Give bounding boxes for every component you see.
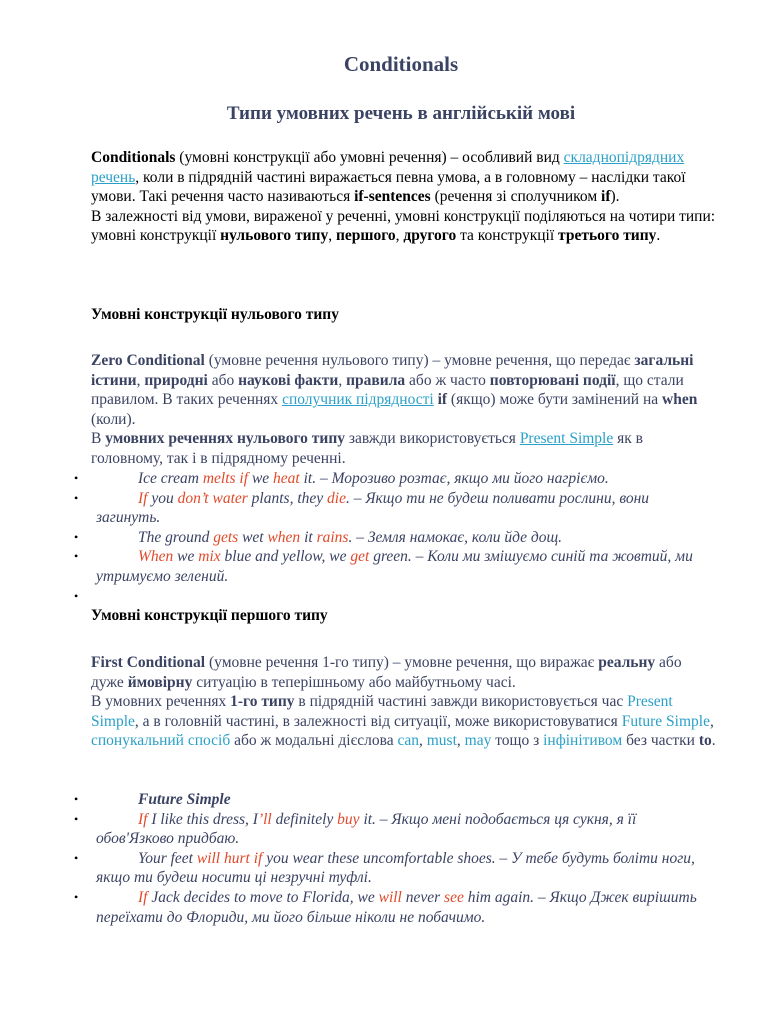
list-item: • Ice cream melts if we heat it. – Морозиво розтає, якщо ми його нагріємо.: [74, 470, 609, 487]
bullet-icon: •: [74, 549, 79, 564]
bullet-icon: •: [74, 588, 79, 603]
term-conditionals: Conditionals: [91, 149, 176, 166]
intro-paragraph: Conditionals (умовні конструкції або умовні речення) – особливий вид складнопідрядних речень, коли в підрядній частині виражається певна умова, а в головному – наслідки такої умови. Такі речення часто називаються if-sentences (речення зі сполучником if). В залежності від умови, вираженої у реченні, умовні конструкції поділяються на чотири типи: умовні конструкції нульового типу, першого, другого та конструкції третього типу.: [91, 149, 716, 245]
bullet-icon: •: [74, 850, 79, 865]
list-item: • If I like this dress, I’ll definitely buy it. – Якщо мені подобається ця сукня, я її обов'Язково придбаю.: [74, 810, 637, 848]
bullet-icon: •: [74, 490, 79, 505]
link-complex-sentences[interactable]: складнопідрядних речень: [91, 149, 685, 186]
zero-examples-list: [74, 469, 716, 606]
list-item: • If you don’t water plants, they die. – Якщо ти не будеш поливати рослини, вони загинуть.: [74, 489, 650, 527]
bullet-icon: •: [74, 529, 79, 544]
list-item-empty: [74, 587, 716, 607]
link-present-simple[interactable]: Present Simple: [519, 430, 614, 448]
list-item: • Future Simple: [74, 791, 231, 808]
bullet-icon: •: [74, 792, 79, 806]
section-heading-first: Умовні конструкції першого типу: [91, 607, 328, 624]
bullet-icon: •: [74, 889, 79, 904]
bullet-icon: •: [74, 471, 79, 485]
first-paragraph: First Conditional (умовне речення 1-го типу) – умовне речення, що виражає реальну або дуже ймовірну ситуацію в теперішньому або майбутньому часі. В умовних реченнях 1-го типу в підрядній частині завжди використовується час Present Simple, а в головній частині, в залежності від ситуації, може використовуватися Future Simple, спонукальний спосіб або ж модальні дієслова can, must, may тощо з інфінітивом без частки to.: [91, 654, 716, 750]
first-examples-list: [74, 790, 716, 927]
bullet-icon: •: [74, 811, 79, 826]
list-item: • The ground gets wet when it rains. – Земля намокає, коли йде дощ.: [74, 528, 563, 546]
link-subordinating-conjunction[interactable]: сполучник підрядності: [282, 391, 434, 409]
zero-paragraph: Zero Conditional (умовне речення нульового типу) – умовне речення, що передає загальні істини, природні або наукові факти, правила або ж часто повторювані події, що стали правилом. В таких реченнях сполучник підрядності if (якщо) може бути замінений на when (коли). В умовних реченнях нульового типу завжди використовується Present Simple як в головному, так і в підрядному реченні.: [91, 352, 698, 467]
document-title: Conditionals: [343, 52, 459, 76]
list-item: • Your feet will hurt if you wear these uncomfortable shoes. – У тебе будуть болiти ноги, якщо ти будеш носити ці незручні туфлі.: [74, 849, 695, 887]
list-item: • When we mix blue and yellow, we get green. – Коли ми змішуємо синій та жовтий, ми утримуємо зелений.: [74, 548, 693, 585]
section-heading-zero: Умовні конструкції нульового типу: [91, 306, 339, 323]
document-subtitle: Типи умовних речень в англійській мові: [226, 103, 576, 124]
list-item: • If Jack decides to move to Florida, we will never see him again. – Якщо Джек вирішить переїхати до Флориди, ми його більше ніколи не побачимо.: [74, 888, 697, 926]
